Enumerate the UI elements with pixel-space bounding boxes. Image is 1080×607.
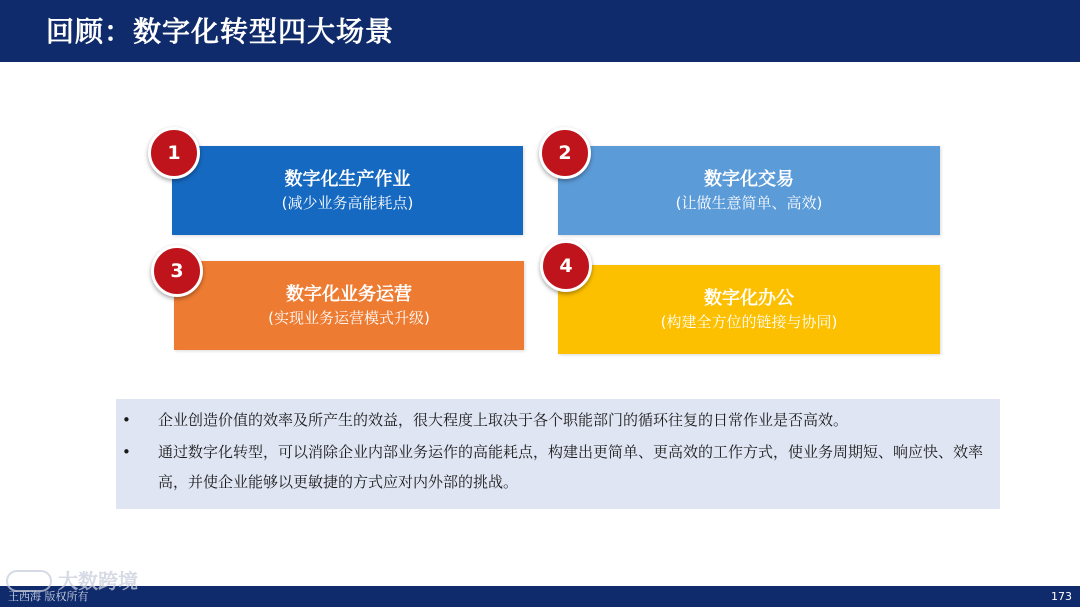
- scenario-card-subtitle: (构建全方位的链接与协同): [660, 312, 838, 331]
- scenario-card-subtitle: (让做生意简单、高效): [675, 193, 823, 212]
- copyright-text: 王西海 版权所有: [8, 590, 89, 603]
- scenario-card-3: [174, 261, 524, 350]
- watermark-text: 大数跨境: [58, 569, 138, 593]
- page-title: 回顾：数字化转型四大场景: [46, 15, 395, 48]
- watermark: [6, 568, 138, 594]
- number-badge-1: 1: [148, 127, 200, 179]
- bullet-marker: •: [122, 411, 131, 429]
- footer-bar: [0, 586, 1080, 607]
- watermark-logo-icon: [6, 570, 52, 592]
- scenario-card-2: [558, 146, 940, 235]
- scenario-card-title: 数字化交易: [704, 168, 794, 190]
- number-badge-2: 2: [539, 127, 591, 179]
- header-bar: [0, 0, 1080, 62]
- scenario-card-title: 数字化业务运营: [286, 283, 412, 305]
- number-badge-4: 4: [540, 240, 592, 292]
- scenario-card-title: 数字化生产作业: [284, 168, 411, 190]
- bullet-text: 通过数字化转型，可以消除企业内部业务运作的高能耗点，构建出更简单、更高效的工作方式，使业务周期短、响应快、效率高，并使企业能够以更敏捷的方式应对内外部的挑战。: [158, 443, 984, 491]
- scenario-card-title: 数字化办公: [704, 287, 794, 309]
- summary-box: [116, 399, 1000, 509]
- scenario-card-1: [172, 146, 523, 235]
- number-badge-3: 3: [151, 245, 203, 297]
- bullet-marker: •: [122, 443, 131, 461]
- scenario-card-subtitle: (减少业务高能耗点): [281, 193, 414, 212]
- bullet-text: 企业创造价值的效率及所产生的效益，很大程度上取决于各个职能部门的循环往复的日常作业是否高效。: [158, 411, 849, 429]
- scenario-card-4: [558, 265, 940, 354]
- scenario-card-subtitle: (实现业务运营模式升级): [268, 308, 430, 327]
- page-number: 173: [1051, 590, 1072, 603]
